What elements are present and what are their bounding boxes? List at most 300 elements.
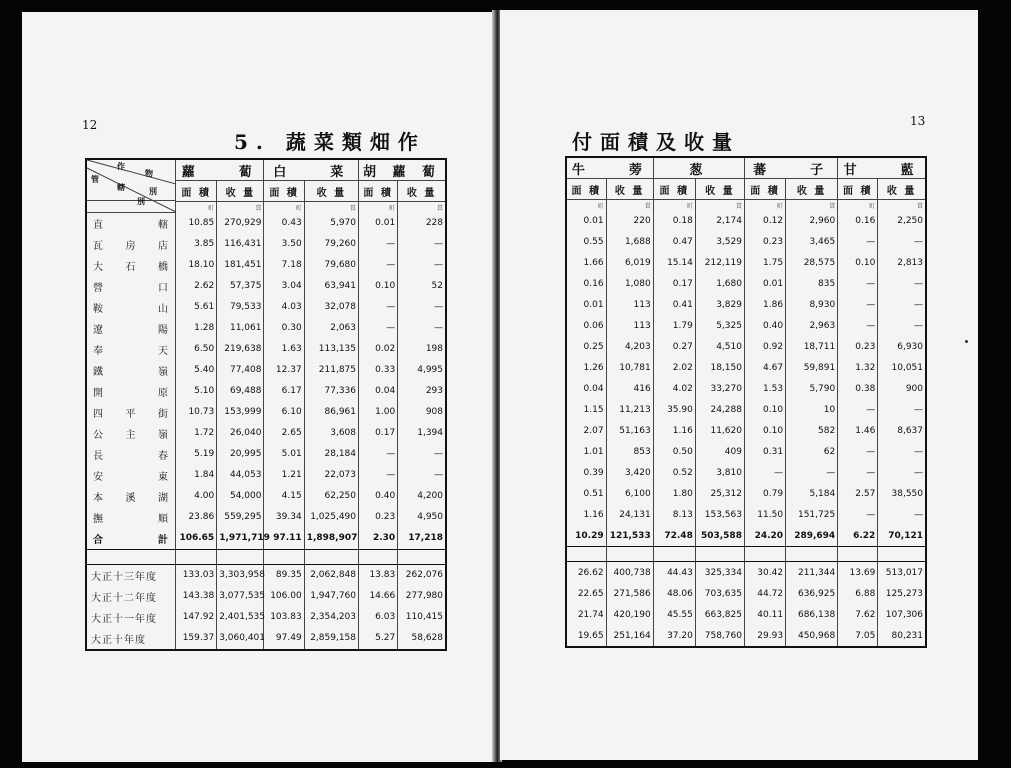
value-cell: 6,100 [606, 483, 653, 504]
value-cell: — [359, 318, 398, 339]
corner-label: 物 [145, 168, 159, 178]
page-title-left: 5. 蔬菜類畑作 [234, 130, 426, 154]
value-cell: 39.34 [264, 507, 304, 528]
value-cell: 262,076 [398, 564, 446, 586]
district-label: 本溪湖 [86, 486, 175, 507]
value-cell: 7.05 [838, 625, 878, 647]
value-cell: 211,875 [304, 360, 358, 381]
value-cell: 1.16 [566, 504, 606, 525]
value-cell: 32,078 [304, 297, 358, 318]
unit-label: 貫 [304, 202, 358, 213]
table-row [86, 276, 446, 297]
spacer-cell [606, 547, 653, 562]
corner-label: 作 [117, 161, 131, 171]
value-cell: 18,150 [695, 357, 744, 378]
value-cell: 6,019 [606, 252, 653, 273]
value-cell: 908 [398, 402, 446, 423]
value-cell: 1.66 [566, 252, 606, 273]
value-cell: 4.03 [264, 297, 304, 318]
page-number-right: 13 [910, 114, 926, 128]
table-row [86, 255, 446, 276]
value-cell: 0.16 [838, 210, 878, 231]
district-label: 鐵嶺 [86, 360, 175, 381]
value-cell: 853 [606, 441, 653, 462]
value-cell: 211,344 [786, 562, 838, 584]
value-cell: 2,813 [878, 252, 926, 273]
value-cell: 107,306 [878, 604, 926, 625]
value-cell: 1.53 [744, 378, 785, 399]
value-cell: — [878, 504, 926, 525]
value-cell: 58,628 [398, 628, 446, 650]
value-cell: 0.17 [359, 423, 398, 444]
value-cell: 13.69 [838, 562, 878, 584]
district-label: 四平街 [86, 402, 175, 423]
value-cell: 21.74 [566, 604, 606, 625]
value-cell: 409 [695, 441, 744, 462]
value-cell: 159.37 [175, 628, 216, 650]
table-row [566, 231, 926, 252]
value-cell: 4.15 [264, 486, 304, 507]
value-cell: — [838, 315, 878, 336]
right-page [500, 10, 978, 760]
district-label: 奉天 [86, 339, 175, 360]
table-row [566, 462, 926, 483]
value-cell: 0.10 [359, 276, 398, 297]
total-cell: 1,971,719 [217, 528, 264, 550]
page-number-left: 12 [82, 118, 98, 132]
sub-header: 面 積 [566, 179, 606, 200]
value-cell: 400,738 [606, 562, 653, 584]
value-cell: 1,394 [398, 423, 446, 444]
value-cell: 835 [786, 273, 838, 294]
value-cell: 24,288 [695, 399, 744, 420]
table-row [86, 360, 446, 381]
value-cell: 293 [398, 381, 446, 402]
district-label: 瓦房店 [86, 234, 175, 255]
sub-header: 面 積 [359, 181, 398, 202]
value-cell: 2,859,158 [304, 628, 358, 650]
value-cell: 2.62 [175, 276, 216, 297]
value-cell: 0.04 [566, 378, 606, 399]
value-cell: 3,465 [786, 231, 838, 252]
value-cell: 11,213 [606, 399, 653, 420]
value-cell: 40.11 [744, 604, 785, 625]
value-cell: 4,203 [606, 336, 653, 357]
value-cell: 0.23 [744, 231, 785, 252]
table-row [86, 212, 446, 234]
value-cell: 14.66 [359, 586, 398, 607]
sub-header: 收 量 [606, 179, 653, 200]
sub-header: 收 量 [695, 179, 744, 200]
table-row [566, 378, 926, 399]
value-cell: 0.27 [653, 336, 695, 357]
value-cell: 582 [786, 420, 838, 441]
value-cell: 15.14 [653, 252, 695, 273]
value-cell: 1.15 [566, 399, 606, 420]
crop-header: 蘿 蔔 [175, 159, 263, 181]
value-cell: 6,930 [878, 336, 926, 357]
value-cell: 1.16 [653, 420, 695, 441]
value-cell: 8,637 [878, 420, 926, 441]
total-cell: 17,218 [398, 528, 446, 550]
history-row [86, 586, 446, 607]
value-cell: 113 [606, 315, 653, 336]
value-cell: 0.23 [838, 336, 878, 357]
unit-label: 町 [175, 202, 216, 213]
district-label: 營口 [86, 276, 175, 297]
value-cell: 5.10 [175, 381, 216, 402]
value-cell: 1.21 [264, 465, 304, 486]
value-cell: 0.47 [653, 231, 695, 252]
year-label: 大正十二年度 [86, 586, 175, 607]
unit-label: 町 [838, 200, 878, 211]
value-cell: 54,000 [217, 486, 264, 507]
value-cell: 2.07 [566, 420, 606, 441]
spacer-cell [744, 547, 785, 562]
value-cell: 1.79 [653, 315, 695, 336]
sub-header: 面 積 [653, 179, 695, 200]
value-cell: — [838, 504, 878, 525]
total-cell: 106.65 [175, 528, 216, 550]
spacer-cell [838, 547, 878, 562]
value-cell: 4.67 [744, 357, 785, 378]
value-cell: 35.90 [653, 399, 695, 420]
table-row [566, 315, 926, 336]
value-cell: 24,131 [606, 504, 653, 525]
value-cell: 80,231 [878, 625, 926, 647]
value-cell: — [838, 399, 878, 420]
value-cell: 153,563 [695, 504, 744, 525]
value-cell: 3,420 [606, 462, 653, 483]
value-cell: 1.00 [359, 402, 398, 423]
table-row [566, 210, 926, 231]
table-row [566, 252, 926, 273]
spacer-cell [217, 549, 264, 564]
value-cell: 0.01 [744, 273, 785, 294]
value-cell: 79,533 [217, 297, 264, 318]
value-cell: 12.37 [264, 360, 304, 381]
value-cell: 125,273 [878, 583, 926, 604]
value-cell: 8,930 [786, 294, 838, 315]
value-cell: 271,586 [606, 583, 653, 604]
crop-header: 白 菜 [264, 159, 359, 181]
corner-label: 轄 [117, 182, 131, 192]
value-cell: 0.39 [566, 462, 606, 483]
table-row [86, 318, 446, 339]
value-cell: 6.03 [359, 607, 398, 628]
district-label: 大石橋 [86, 255, 175, 276]
value-cell: — [878, 315, 926, 336]
total-cell: 10.29 [566, 525, 606, 547]
value-cell: 1.75 [744, 252, 785, 273]
value-cell: 26,040 [217, 423, 264, 444]
value-cell: 5.40 [175, 360, 216, 381]
value-cell: 270,929 [217, 212, 264, 234]
history-row [86, 564, 446, 586]
vegetable-table-right [565, 156, 927, 648]
value-cell: 0.12 [744, 210, 785, 231]
value-cell: 0.55 [566, 231, 606, 252]
value-cell: 198 [398, 339, 446, 360]
unit-label: 町 [744, 200, 785, 211]
value-cell: 0.92 [744, 336, 785, 357]
value-cell: — [838, 273, 878, 294]
value-cell: 1.63 [264, 339, 304, 360]
value-cell: 45.55 [653, 604, 695, 625]
value-cell: 10.85 [175, 212, 216, 234]
value-cell: — [398, 318, 446, 339]
crop-header: 牛 蒡 [566, 157, 653, 179]
value-cell: 181,451 [217, 255, 264, 276]
value-cell: 2,963 [786, 315, 838, 336]
spacer-cell [653, 547, 695, 562]
district-label: 鞍山 [86, 297, 175, 318]
value-cell: 2,174 [695, 210, 744, 231]
spacer-cell [878, 547, 926, 562]
value-cell: 5,790 [786, 378, 838, 399]
value-cell: 11.50 [744, 504, 785, 525]
value-cell: 13.83 [359, 564, 398, 586]
total-cell: 24.20 [744, 525, 785, 547]
table-row [566, 336, 926, 357]
header-corner [86, 159, 175, 212]
sub-header: 面 積 [264, 181, 304, 202]
history-row [86, 607, 446, 628]
value-cell: 3,529 [695, 231, 744, 252]
value-cell: 143.38 [175, 586, 216, 607]
value-cell: — [359, 297, 398, 318]
value-cell: 0.50 [653, 441, 695, 462]
value-cell: 5.61 [175, 297, 216, 318]
page-title-right: 付面積及收量 [572, 130, 740, 154]
value-cell: 3,303,958 [217, 564, 264, 586]
value-cell: 20,995 [217, 444, 264, 465]
value-cell: 0.52 [653, 462, 695, 483]
value-cell: 2,401,535 [217, 607, 264, 628]
value-cell: 758,760 [695, 625, 744, 647]
value-cell: 1.28 [175, 318, 216, 339]
value-cell: 6.88 [838, 583, 878, 604]
unit-label: 町 [359, 202, 398, 213]
value-cell: — [786, 462, 838, 483]
total-cell: 70,121 [878, 525, 926, 547]
value-cell: 4.02 [653, 378, 695, 399]
value-cell: 63,941 [304, 276, 358, 297]
value-cell: 1.46 [838, 420, 878, 441]
table-row [86, 297, 446, 318]
value-cell: 2,354,203 [304, 607, 358, 628]
sub-header: 面 積 [175, 181, 216, 202]
value-cell: 0.16 [566, 273, 606, 294]
value-cell: 97.49 [264, 628, 304, 650]
value-cell: 3.85 [175, 234, 216, 255]
sub-header: 收 量 [786, 179, 838, 200]
total-cell: 2.30 [359, 528, 398, 550]
value-cell: 219,638 [217, 339, 264, 360]
total-cell: 121,533 [606, 525, 653, 547]
value-cell: 0.31 [744, 441, 785, 462]
value-cell: 0.51 [566, 483, 606, 504]
value-cell: 1.26 [566, 357, 606, 378]
sub-header: 收 量 [217, 181, 264, 202]
table-row [566, 504, 926, 525]
total-label: 合計 [86, 528, 175, 550]
sub-header: 收 量 [398, 181, 446, 202]
value-cell: 2,250 [878, 210, 926, 231]
spacer-cell [566, 547, 606, 562]
value-cell: 44,053 [217, 465, 264, 486]
value-cell: 0.41 [653, 294, 695, 315]
year-label: 大正十年度 [86, 628, 175, 650]
value-cell: 6.10 [264, 402, 304, 423]
table-row [86, 339, 446, 360]
spacer-cell [695, 547, 744, 562]
value-cell: 11,620 [695, 420, 744, 441]
table-row [566, 357, 926, 378]
value-cell: 1.86 [744, 294, 785, 315]
table-row [86, 486, 446, 507]
value-cell: 0.06 [566, 315, 606, 336]
value-cell: 1.01 [566, 441, 606, 462]
value-cell: 10,781 [606, 357, 653, 378]
unit-label: 町 [653, 200, 695, 211]
value-cell: 1.80 [653, 483, 695, 504]
total-row [86, 528, 446, 550]
value-cell: 62 [786, 441, 838, 462]
table-row [86, 507, 446, 528]
value-cell: 22,073 [304, 465, 358, 486]
value-cell: 5,325 [695, 315, 744, 336]
value-cell: 69,488 [217, 381, 264, 402]
value-cell: 153,999 [217, 402, 264, 423]
table-row [566, 294, 926, 315]
sub-header: 收 量 [304, 181, 358, 202]
value-cell: 77,408 [217, 360, 264, 381]
value-cell: 3,810 [695, 462, 744, 483]
total-row [566, 525, 926, 547]
value-cell: 3,608 [304, 423, 358, 444]
value-cell: 0.25 [566, 336, 606, 357]
value-cell: 2,062,848 [304, 564, 358, 586]
value-cell: — [398, 444, 446, 465]
district-label: 遼陽 [86, 318, 175, 339]
total-cell: 97.11 [264, 528, 304, 550]
spacer-cell [398, 549, 446, 564]
value-cell: 5,970 [304, 212, 358, 234]
value-cell: 48.06 [653, 583, 695, 604]
value-cell: 4,950 [398, 507, 446, 528]
value-cell: — [878, 294, 926, 315]
value-cell: 0.10 [744, 399, 785, 420]
year-label: 大正十一年度 [86, 607, 175, 628]
district-label: 安東 [86, 465, 175, 486]
unit-label: 町 [566, 200, 606, 211]
history-row [566, 583, 926, 604]
value-cell: 2.02 [653, 357, 695, 378]
table-row [566, 399, 926, 420]
left-page [22, 12, 496, 762]
corner-label: 管 [91, 174, 105, 184]
value-cell: — [878, 462, 926, 483]
value-cell: — [359, 234, 398, 255]
sub-header: 收 量 [878, 179, 926, 200]
unit-label: 貫 [786, 200, 838, 211]
spacer-cell [264, 549, 304, 564]
value-cell: 450,968 [786, 625, 838, 647]
unit-label: 貫 [878, 200, 926, 211]
value-cell: 0.43 [264, 212, 304, 234]
value-cell: 86,961 [304, 402, 358, 423]
value-cell: 6.50 [175, 339, 216, 360]
value-cell: 18.10 [175, 255, 216, 276]
value-cell: 0.38 [838, 378, 878, 399]
table-row [566, 441, 926, 462]
value-cell: 559,295 [217, 507, 264, 528]
value-cell: 103.83 [264, 607, 304, 628]
value-cell: 1,688 [606, 231, 653, 252]
value-cell: 147.92 [175, 607, 216, 628]
value-cell: 151,725 [786, 504, 838, 525]
unit-label: 町 [264, 202, 304, 213]
value-cell: 220 [606, 210, 653, 231]
value-cell: 57,375 [217, 276, 264, 297]
history-row [566, 604, 926, 625]
total-cell: 503,588 [695, 525, 744, 547]
value-cell: 52 [398, 276, 446, 297]
district-label: 開原 [86, 381, 175, 402]
value-cell: 6.17 [264, 381, 304, 402]
value-cell: — [878, 273, 926, 294]
value-cell: 113 [606, 294, 653, 315]
value-cell: 25,312 [695, 483, 744, 504]
history-row [566, 625, 926, 647]
speck [965, 340, 968, 343]
value-cell: 8.13 [653, 504, 695, 525]
value-cell: 18,711 [786, 336, 838, 357]
value-cell: 44.43 [653, 562, 695, 584]
value-cell: 2,063 [304, 318, 358, 339]
value-cell: 3,077,535 [217, 586, 264, 607]
value-cell: 212,119 [695, 252, 744, 273]
corner-label: 別 [149, 186, 163, 196]
value-cell: 686,138 [786, 604, 838, 625]
value-cell: — [878, 441, 926, 462]
total-cell: 6.22 [838, 525, 878, 547]
corner-label: 別 [137, 196, 151, 206]
unit-label: 貫 [398, 202, 446, 213]
spacer-cell [359, 549, 398, 564]
year-label: 大正十三年度 [86, 564, 175, 586]
history-row [86, 628, 446, 650]
value-cell: 19.65 [566, 625, 606, 647]
value-cell: 1.32 [838, 357, 878, 378]
value-cell: — [359, 444, 398, 465]
sub-header: 面 積 [744, 179, 785, 200]
spacer-cell [786, 547, 838, 562]
crop-header: 葱 [653, 157, 744, 179]
value-cell: — [838, 231, 878, 252]
unit-label: 貫 [606, 200, 653, 211]
table-row [86, 465, 446, 486]
value-cell: 663,825 [695, 604, 744, 625]
total-cell: 72.48 [653, 525, 695, 547]
value-cell: 0.10 [838, 252, 878, 273]
value-cell: 11,061 [217, 318, 264, 339]
history-row [566, 562, 926, 584]
sub-header: 面 積 [838, 179, 878, 200]
value-cell: 79,680 [304, 255, 358, 276]
value-cell: 0.33 [359, 360, 398, 381]
